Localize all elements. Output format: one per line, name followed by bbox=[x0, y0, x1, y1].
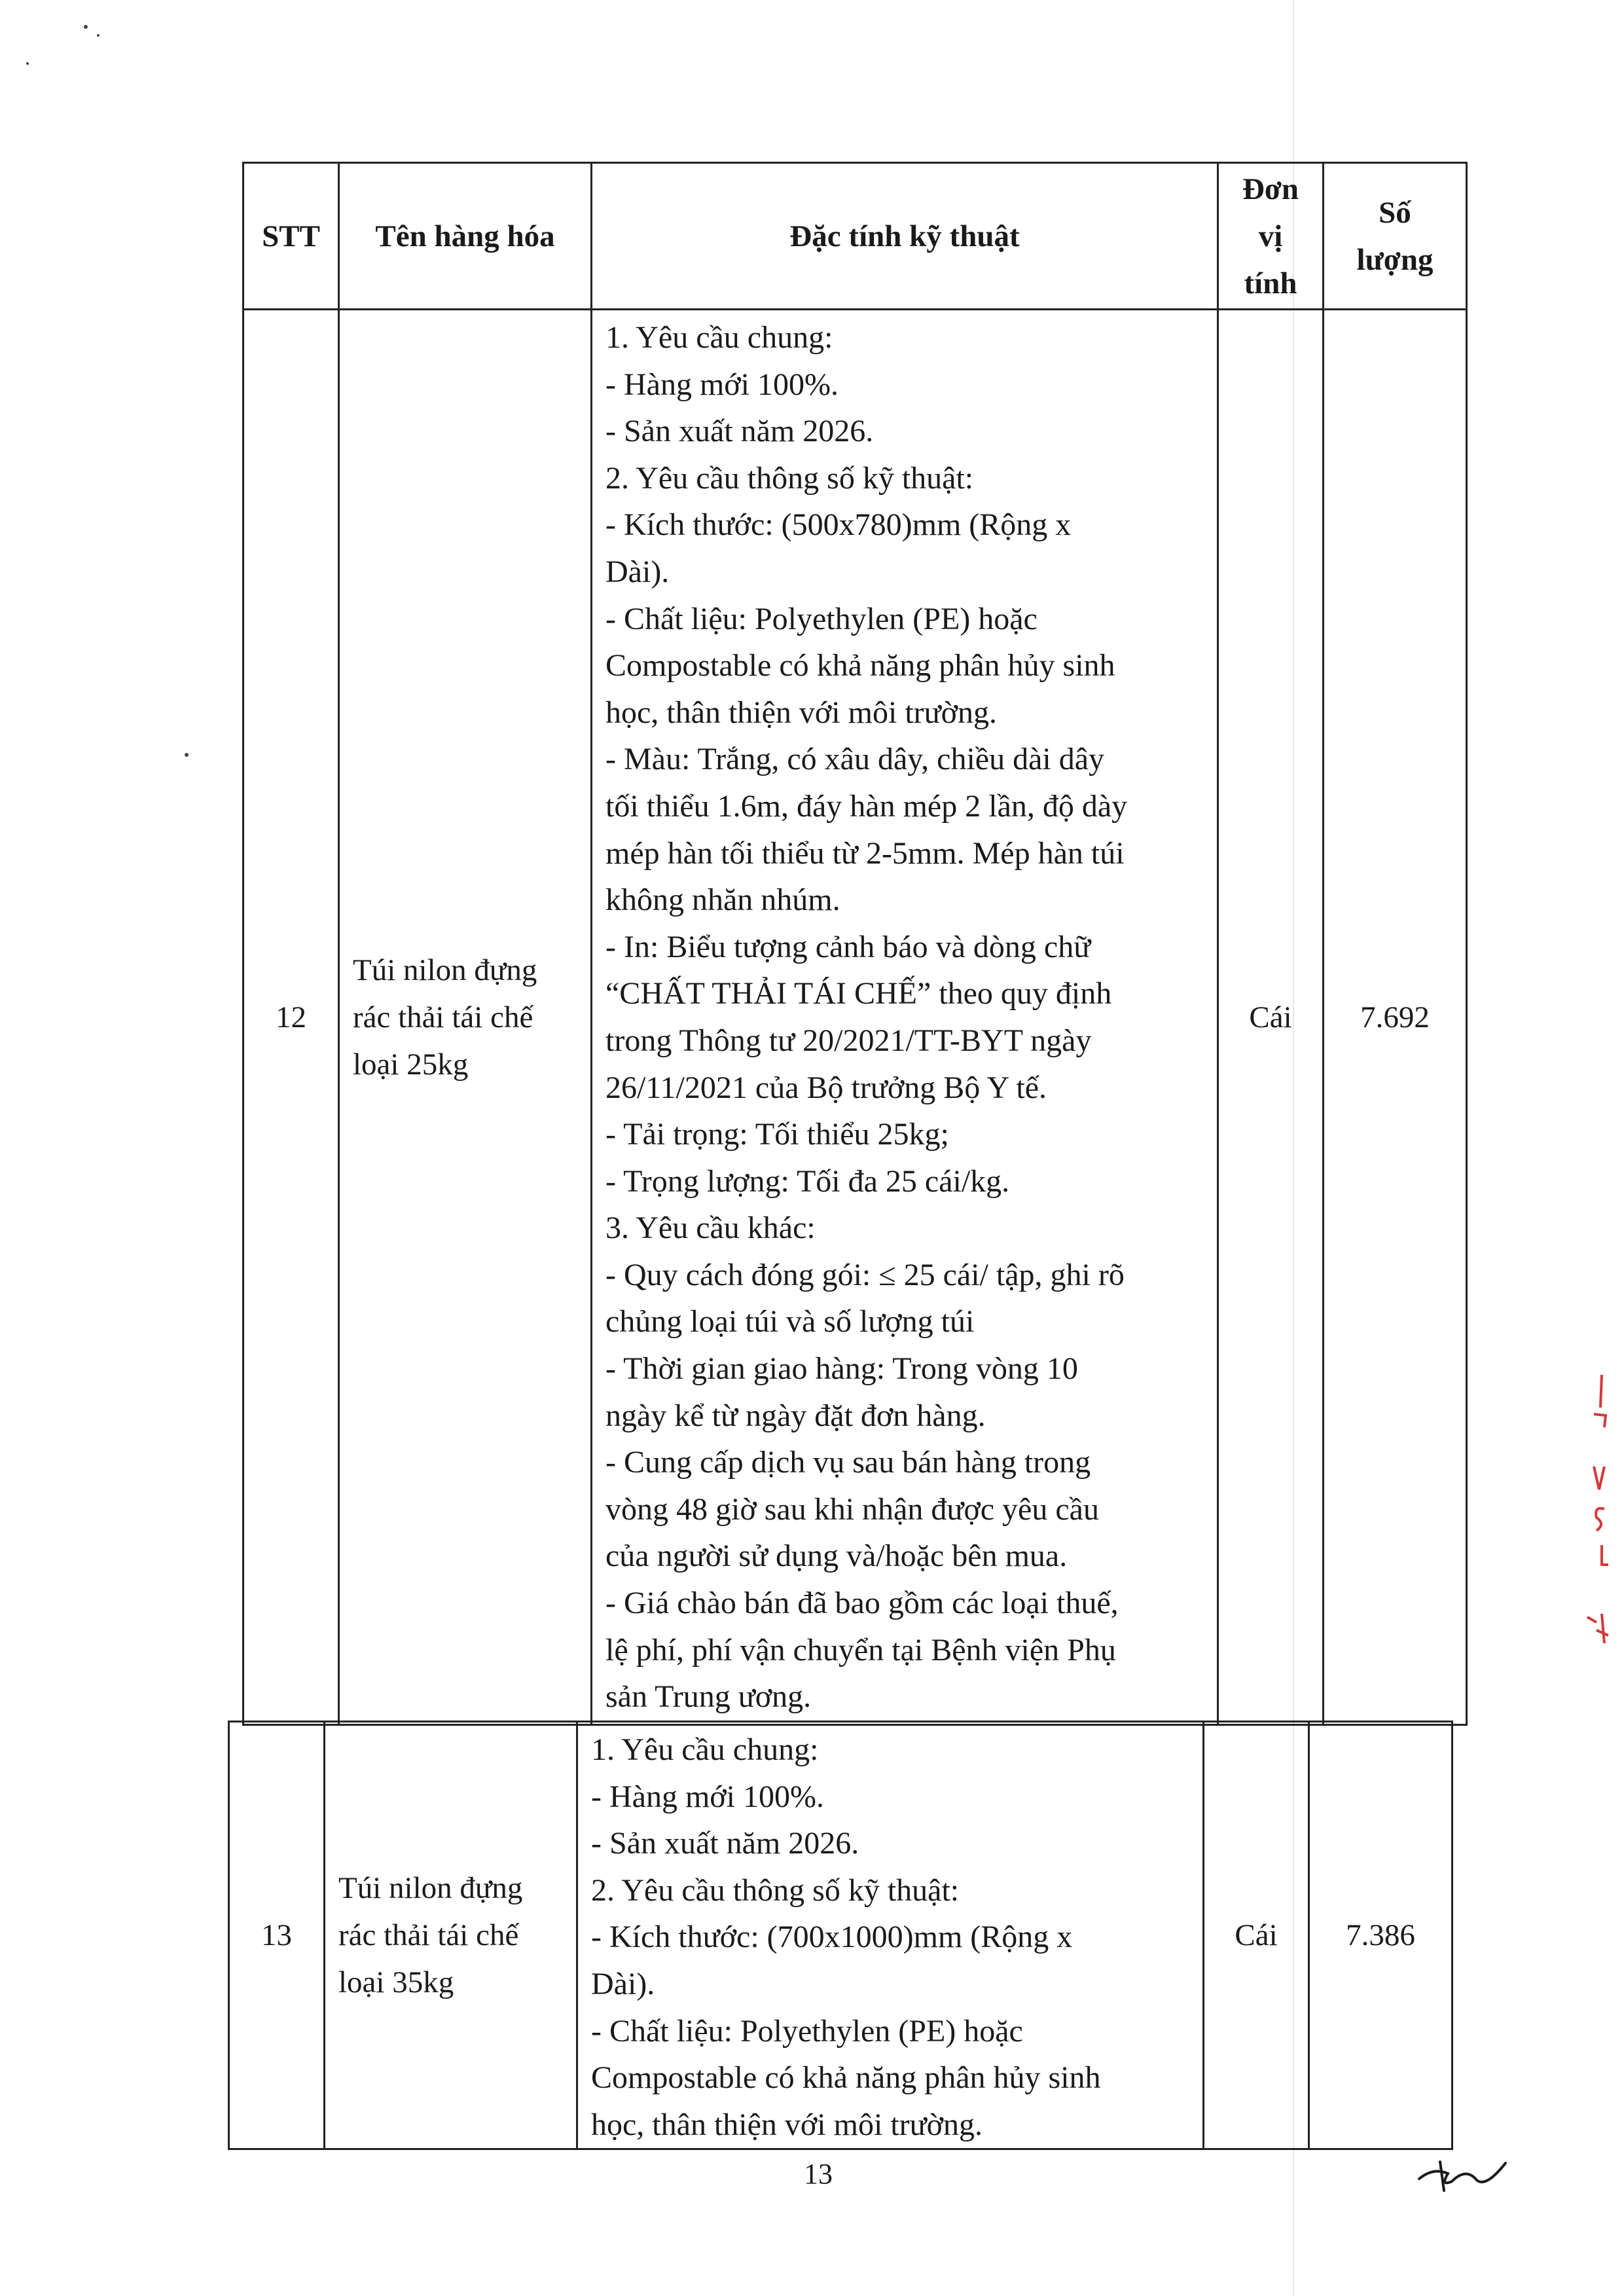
scan-speck bbox=[97, 34, 99, 37]
spec-line: 26/11/2021 của Bộ trưởng Bộ Y tế. bbox=[605, 1070, 1047, 1105]
scan-speck bbox=[185, 753, 189, 757]
row-name bbox=[325, 1722, 578, 2148]
row-name-line: loại 35kg bbox=[338, 1965, 454, 1999]
header-unit-line: Đơn bbox=[1242, 172, 1299, 206]
scan-speck bbox=[84, 25, 88, 29]
spec-line: Compostable có khả năng phân hủy sinh bbox=[591, 2060, 1101, 2096]
header-name-text: Tên hàng hóa bbox=[375, 219, 555, 253]
spec-line: học, thân thiện với môi trường. bbox=[591, 2107, 983, 2142]
spec-line: của người sử dụng và/hoặc bên mua. bbox=[605, 1539, 1068, 1574]
spec-line: chủng loại túi và số lượng túi bbox=[605, 1304, 975, 1339]
spec-line: học, thân thiện với môi trường. bbox=[605, 695, 998, 730]
row-unit-text: Cái bbox=[1235, 1918, 1278, 1952]
spec-line: - Hàng mới 100%. bbox=[605, 367, 839, 402]
partial-red-stamp bbox=[1568, 1368, 1614, 1669]
spec-line: mép hàn tối thiểu từ 2-5mm. Mép hàn túi bbox=[605, 835, 1125, 871]
spec-line: 2. Yêu cầu thông số kỹ thuật: bbox=[605, 460, 974, 496]
spec-line: - Quy cách đóng gói: ≤ 25 cái/ tập, ghi rõ bbox=[605, 1257, 1125, 1292]
spec-line: - Giá chào bán đã bao gồm các loại thuế, bbox=[605, 1586, 1119, 1621]
table-header-row bbox=[244, 164, 1466, 310]
row-qty-text: 7.692 bbox=[1360, 1000, 1430, 1034]
row-stt-text: 13 bbox=[261, 1918, 292, 1952]
spec-table-upper bbox=[242, 162, 1468, 1726]
header-spec bbox=[592, 164, 1219, 308]
spec-line: Dài). bbox=[605, 554, 670, 589]
spec-line: 2. Yêu cầu thông số kỹ thuật: bbox=[591, 1872, 960, 1908]
spec-line: - Màu: Trắng, có xâu dây, chiều dài dây bbox=[605, 742, 1105, 777]
handwritten-initials-signature bbox=[1414, 2147, 1512, 2200]
row-stt bbox=[244, 310, 340, 1724]
table-row bbox=[244, 310, 1466, 1724]
spec-line: vòng 48 giờ sau khi nhận được yêu cầu bbox=[605, 1491, 1099, 1527]
row-spec bbox=[578, 1722, 1204, 2148]
row-qty-text: 7.386 bbox=[1346, 1918, 1415, 1952]
row-name-line: rác thải tái chế bbox=[338, 1918, 519, 1952]
row-qty bbox=[1310, 1722, 1451, 2148]
row-unit bbox=[1219, 310, 1324, 1724]
spec-line: không nhăn nhúm. bbox=[605, 883, 840, 918]
spec-line: Dài). bbox=[591, 1966, 655, 2001]
spec-line: 1. Yêu cầu chung: bbox=[605, 320, 833, 355]
row-name-line: rác thải tái chế bbox=[353, 1000, 533, 1034]
header-qty bbox=[1324, 164, 1466, 308]
table-row bbox=[230, 1722, 1451, 2148]
row-name-line: loại 25kg bbox=[353, 1047, 469, 1082]
row-name bbox=[340, 310, 592, 1724]
row-unit-text: Cái bbox=[1249, 1000, 1292, 1034]
spec-line: - Hàng mới 100%. bbox=[591, 1779, 824, 1814]
spec-line: - Chất liệu: Polyethylen (PE) hoặc bbox=[591, 2013, 1023, 2049]
spec-table-lower bbox=[228, 1721, 1453, 2150]
row-stt-text: 12 bbox=[276, 1000, 306, 1034]
header-unit bbox=[1219, 164, 1324, 308]
spec-line: lệ phí, phí vận chuyển tại Bệnh viện Phụ bbox=[605, 1632, 1116, 1667]
spec-line: sản Trung ương. bbox=[605, 1679, 812, 1715]
header-spec-text: Đặc tính kỹ thuật bbox=[789, 219, 1020, 253]
row-stt bbox=[230, 1722, 325, 2148]
spec-line: tối thiểu 1.6m, đáy hàn mép 2 lần, độ dày bbox=[605, 788, 1128, 824]
spec-line: - Chất liệu: Polyethylen (PE) hoặc bbox=[605, 601, 1038, 636]
header-qty-line: lượng bbox=[1356, 242, 1434, 277]
page-number: 13 bbox=[804, 2158, 833, 2190]
spec-line: - Sản xuất năm 2026. bbox=[591, 1826, 859, 1861]
row-name-line: Túi nilon đựng bbox=[338, 1871, 523, 1905]
spec-line: “CHẤT THẢI TÁI CHẾ” theo quy định bbox=[605, 976, 1112, 1011]
header-qty-line: Số bbox=[1379, 195, 1411, 230]
spec-line: - Trọng lượng: Tối đa 25 cái/kg. bbox=[605, 1163, 1010, 1199]
spec-line: - Sản xuất năm 2026. bbox=[605, 414, 874, 449]
header-name bbox=[340, 164, 592, 308]
row-unit bbox=[1204, 1722, 1310, 2148]
spec-line: 1. Yêu cầu chung: bbox=[591, 1732, 819, 1767]
spec-line: - In: Biểu tượng cảnh báo và dòng chữ bbox=[605, 929, 1091, 964]
spec-line: - Kích thước: (700x1000)mm (Rộng x bbox=[591, 1920, 1073, 1955]
spec-line: - Kích thước: (500x780)mm (Rộng x bbox=[605, 507, 1072, 543]
header-stt-text: STT bbox=[262, 219, 320, 253]
row-qty bbox=[1324, 310, 1466, 1724]
row-spec bbox=[592, 310, 1219, 1724]
spec-line: ngày kể từ ngày đặt đơn hàng. bbox=[605, 1398, 986, 1433]
spec-line: 3. Yêu cầu khác: bbox=[605, 1211, 816, 1246]
header-unit-line: vị bbox=[1258, 219, 1283, 253]
spec-line: - Cung cấp dịch vụ sau bán hàng trong bbox=[605, 1445, 1091, 1480]
header-unit-line: tính bbox=[1244, 266, 1297, 301]
spec-line: - Tải trọng: Tối thiểu 25kg; bbox=[605, 1117, 949, 1152]
spec-line: Compostable có khả năng phân hủy sinh bbox=[605, 648, 1115, 683]
header-stt bbox=[244, 164, 340, 308]
scan-speck bbox=[26, 62, 29, 65]
spec-line: - Thời gian giao hàng: Trong vòng 10 bbox=[605, 1351, 1078, 1387]
row-name-line: Túi nilon đựng bbox=[353, 953, 537, 987]
spec-line: trong Thông tư 20/2021/TT-BYT ngày bbox=[605, 1023, 1092, 1058]
